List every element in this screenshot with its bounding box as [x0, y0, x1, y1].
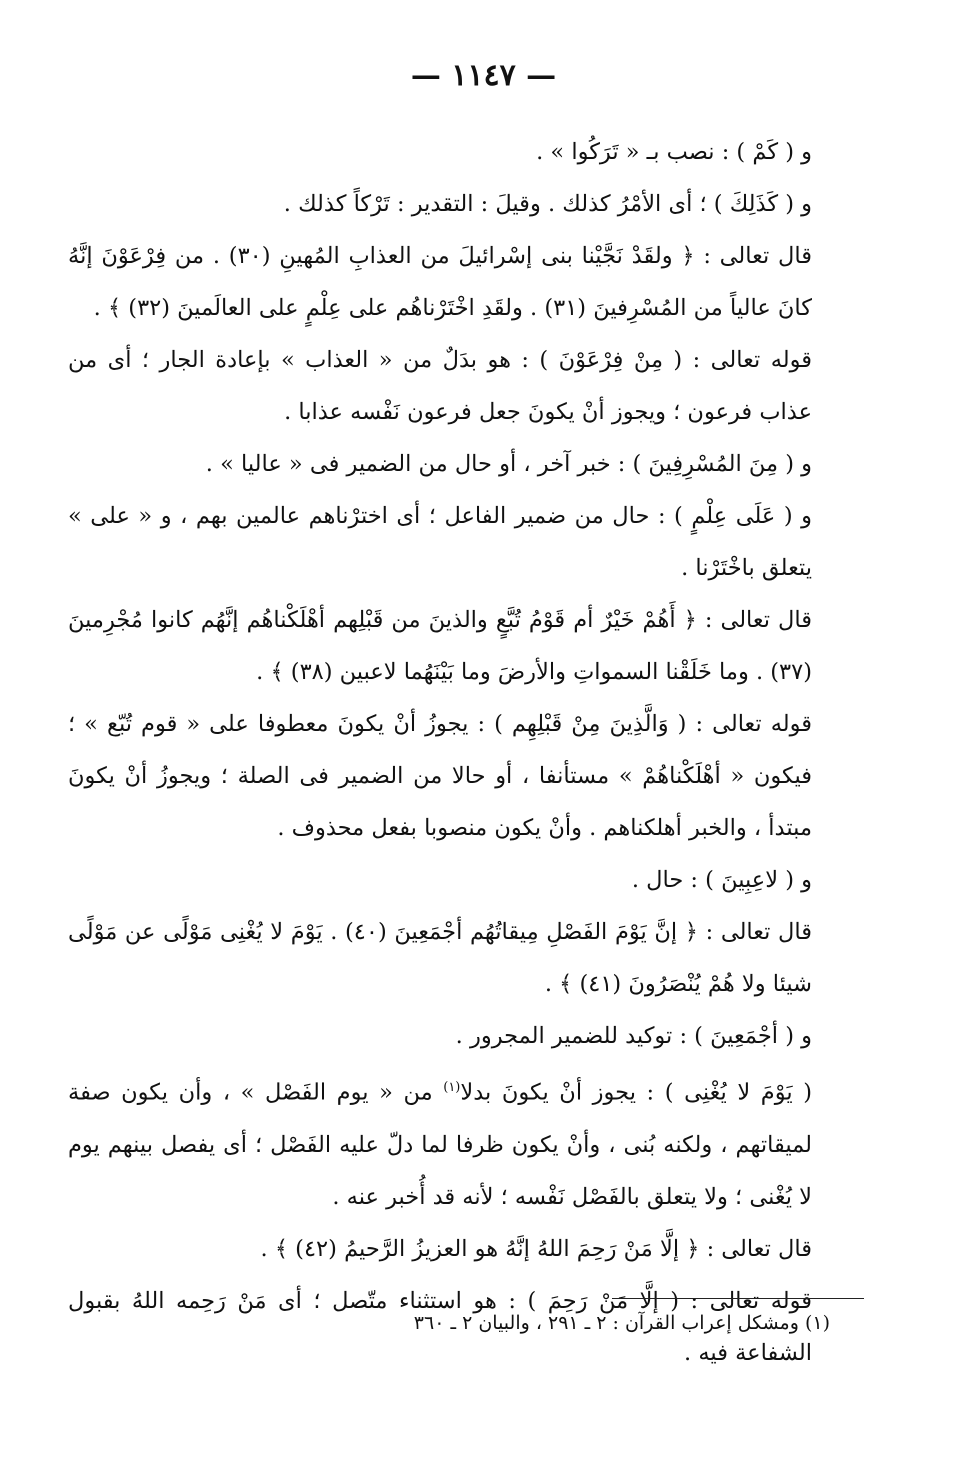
paragraph-with-footnote: [68, 1062, 864, 1223]
paragraph: قوله تعالى : ( وَالَّذِينَ مِنْ قَبْلِهِم ) : يجوزُ أنْ يكونَ معطوفا على « قوم تُبّع » ؛ فيكون « أهْلَكْناهُمْ » مستأنفا ، أو حالا من الضمير فى الصلة ؛ ويجوزُ أنْ يكونَ مبتدأ ، والخبر أهلكناهم . وأنْ يكون منصوبا بفعل محذوف .: [68, 711, 812, 841]
body-text: [68, 126, 864, 1379]
footnote: (١) ومشكل إعراب القرآن : ٢ ـ ٢٩١ ، والبيان ٢ ـ ٣٦٠: [413, 1312, 830, 1334]
paragraph: و ( عَلَى عِلْمٍ ) : حال من ضمير الفاعل ؛ أى اخترْناهم عالمين بهم ، و « على » يتعلق باخْتَرْنا .: [68, 503, 812, 581]
footnote-marker: (١): [443, 1080, 461, 1095]
verse-paragraph: قال تعالى : ﴿ إلَّا مَنْ رَحِمَ اللهُ إنَّهُ هو العزيزُ الرَّحيمُ (٤٢) ﴾ .: [260, 1235, 812, 1262]
paragraph: قوله تعالى : ( مِنْ فِرْعَوْنَ ) : هو بدَلٌ من « العذاب » بإعادة الجار ؛ أى من عذاب فرعون ؛ ويجوز أنْ يكونَ جعل فرعون نَفْسه عذابا .: [68, 347, 812, 425]
paragraph: و ( كَمْ ) : نصب بـ « تَرَكُوا » .: [536, 139, 812, 165]
paragraph: و ( كَذَلِكَ ) ؛ أى الأمْرُ كذلك . وقيلَ : التقدير : تَرْكاً كذلك .: [283, 191, 812, 217]
paragraph-text: ( يَوْمَ لا يُغْنِى ) : يجوز أنْ يكونَ بدلا: [460, 1079, 812, 1106]
verse-paragraph: قال تعالى : ﴿ إنَّ يَوْمَ الفَصْلِ مِيقاتُهُم أجْمَعِينَ (٤٠) . يَوْمَ لا يُغْنِى مَوْلًى عن مَوْلًى شيئا ولا هُمْ يُنْصَرُونَ (٤١) ﴾ .: [68, 919, 812, 997]
page-number: — ١١٤٧ —: [410, 58, 557, 93]
footnote-divider: [612, 1298, 864, 1299]
paragraph: قوله تعالى : ( إلَّا مَنْ رَحِمَ ) : هو استثناء متّصل ؛ أى مَنْ رَحِمه اللهُ بقبول الشفاعة فيه .: [68, 1287, 812, 1366]
paragraph-text-continued: من « يوم الفَصْل » ، وأن يكون صفة لميقاتهم ، ولكنه بُنى ، وأنْ يكون ظرفا لما دلّ عليه الفَصْل ؛ أى يفصل بينهم يوم لا يُغْنى ؛ ولا يتعلق بالفَصْل نَفْسه ؛ لأنه قد أُخبر عنه .: [68, 1079, 812, 1210]
verse-paragraph: قال تعالى : ﴿ ولقَدْ نَجَّيْنا بنى إسْرائيلَ من العذابِ المُهينِ (٣٠) . من فِرْعَوْنَ إنَّهُ كانَ عالياً من المُسْرِفينَ (٣١) . ولقَدِ اخْتَرْناهُم على عِلْمٍ على العالَمينَ (٣٢) ﴾ .: [68, 243, 812, 321]
paragraph: و ( أجْمَعِينَ ) : توكيد للضمير المجرور .: [455, 1023, 812, 1049]
paragraph: و ( لاعِبِينَ ) : حال .: [631, 867, 812, 893]
paragraph: و ( مِنَ المُسْرِفِينَ ) : خبر آخر ، أو حال من الضمير فى « عاليا » .: [205, 451, 812, 477]
verse-paragraph: قال تعالى : ﴿ أَهُمْ خَيْرٌ أم قَوْمُ تُبَّعٍ والذينَ من قَبْلِهم أهْلَكْناهُم إنَّهُم كانوا مُجْرِمينَ (٣٧) . وما خَلَقْنا السمواتِ والأرضَ وما بَيْنَهُما لاعبين (٣٨) ﴾ .: [68, 607, 812, 685]
